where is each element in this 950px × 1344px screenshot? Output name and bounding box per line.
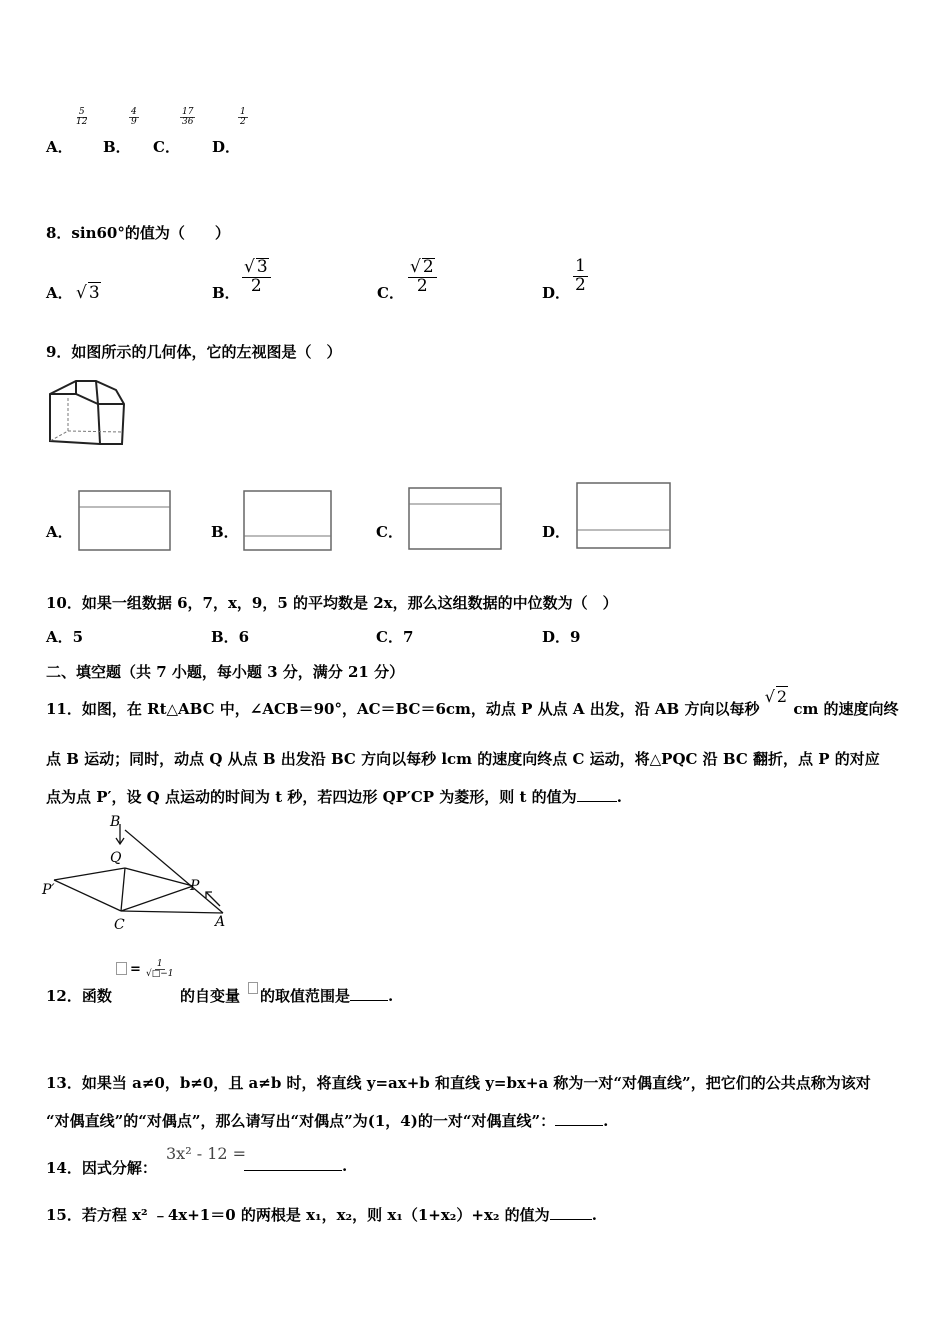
q9-option-b-label: B．: [211, 523, 239, 541]
q8-option-b-label: B．: [212, 284, 240, 302]
q13-line1: 13．如果当 a≠0，b≠0，且 a≠b 时，将直线 y=ax+b 和直线 y=bx+a 称为一对“对偶直线”，把它们的公共点称为该对: [46, 1074, 871, 1092]
q13-line2: “对偶直线”的“对偶点”，那么请写出“对偶点”为(1，4)的一对“对偶直线”： .: [46, 1112, 609, 1130]
q8-option-c-label: C．: [377, 284, 404, 302]
q14-expression: 3x² - 12 =: [166, 1144, 247, 1163]
missing-glyph-box: [116, 962, 127, 975]
q15-question: 15．若方程 x² ﹣4x+1＝0 的两根是 x₁，x₂，则 x₁（1+x₂）+x₂ 的值为 .: [46, 1206, 597, 1224]
q7-option-d-fraction: $\frac{1}{2}$: [240, 107, 246, 128]
fig-label-b: B: [110, 814, 121, 830]
q9-option-a-label: A．: [46, 523, 73, 541]
q7-option-d-label: D．: [212, 138, 241, 156]
q14-answer-blank: .: [244, 1157, 347, 1175]
q8-option-d-label: D．: [542, 284, 571, 302]
q8-options: [46, 258, 646, 310]
section-heading: 二、填空题（共 7 小题，每小题 3 分，满分 21 分）: [46, 663, 405, 681]
q8-option-a-label: A．: [46, 284, 73, 302]
q11-line3: 点为点 P′，设 Q 点运动的时间为 t 秒，若四边形 QP′CP 为菱形，则 t 的值为 .: [46, 788, 622, 806]
q12-equals: =: [130, 962, 141, 977]
q8-option-a-value: √ 3: [76, 283, 100, 303]
q10-option-c: C．7: [376, 628, 414, 646]
q10-option-a: A．5: [46, 628, 84, 646]
fig-label-a: A: [215, 914, 226, 930]
q8-option-c-fraction: $\frac{√ 2}{2}$: [408, 258, 437, 296]
q9-option-c-label: C．: [376, 523, 403, 541]
q12-prefix: 12．函数: [46, 987, 112, 1005]
q7-option-c-fraction: $\frac{17}{36}$: [182, 107, 194, 128]
q12-suffix: 的取值范围是 .: [260, 987, 394, 1005]
q9-solid-figure: [46, 376, 128, 448]
fig-label-p: P: [190, 878, 200, 894]
q10-stem: 10．如果一组数据 6，7，x，9，5 的平均数是 2x，那么这组数据的中位数为（ ）: [46, 594, 618, 612]
q8-stem: 8．sin60°的值为（ ）: [46, 224, 230, 242]
q12-mid: 的自变量: [180, 987, 241, 1005]
q14-prefix: 14．因式分解：: [46, 1159, 157, 1177]
fig-label-p-prime: P′: [42, 882, 55, 898]
q9-option-d-label: D．: [542, 523, 571, 541]
q9-option-b-figure: [243, 490, 333, 552]
q12-question: [46, 960, 546, 1010]
q7-option-b-fraction: $\frac{4}{9}$: [131, 107, 137, 128]
q7-option-a-fraction: $\frac{5}{12}$: [76, 107, 88, 128]
q12-fraction: $\frac{1}{√□-1}$: [146, 959, 174, 980]
q7-option-b-label: B．: [103, 138, 131, 156]
q9-option-c-figure: [408, 487, 503, 551]
fig-label-c: C: [114, 917, 125, 933]
q10-option-b: B．6: [211, 628, 250, 646]
q8-option-b-fraction: $\frac{√ 3}{2}$: [242, 258, 271, 296]
q11-line1: 11．如图，在 Rt△ABC 中，∠ACB＝90°，AC＝BC＝6cm，动点 P 从点 A 出发，沿 AB 方向以每秒 √ 2 cm 的速度向终: [46, 687, 899, 718]
q7-option-c-label: C．: [153, 138, 180, 156]
fig-label-q: Q: [110, 850, 122, 866]
q8-option-d-fraction: $\frac{1}{2}$: [575, 256, 586, 295]
missing-glyph-box: [248, 982, 258, 994]
q9-stem: 9．如图所示的几何体，它的左视图是（ ）: [46, 343, 342, 361]
q9-option-d-figure: [576, 482, 672, 550]
q7-option-a-label: A．: [46, 138, 73, 156]
q11-triangle-figure: [40, 810, 240, 935]
q11-line2: 点 B 运动；同时，动点 Q 从点 B 出发沿 BC 方向以每秒 lcm 的速度向终点 C 运动，将△PQC 沿 BC 翻折，点 P 的对应: [46, 750, 880, 768]
q10-option-d: D．9: [542, 628, 581, 646]
q9-option-a-figure: [78, 490, 172, 552]
